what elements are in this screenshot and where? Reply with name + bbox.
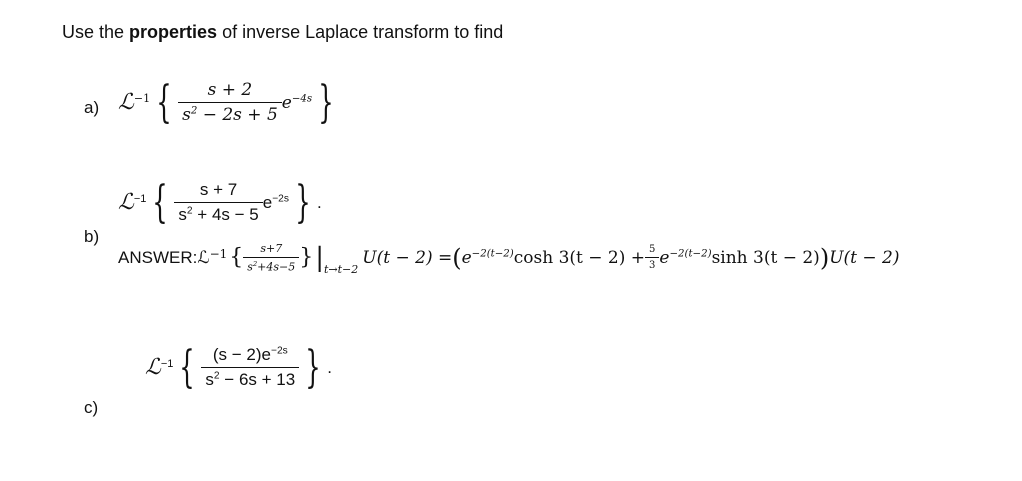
numerator: s + 2 <box>207 80 253 100</box>
laplace-symbol: ℒ <box>197 247 210 268</box>
left-brace: { <box>156 76 172 128</box>
end-period: . <box>327 357 332 377</box>
answer-line <box>118 242 900 277</box>
right-brace: } <box>299 245 314 271</box>
sinh-term: sinh 3(t − 2) <box>711 247 820 268</box>
eval-subscript: t→t−2 <box>324 263 359 277</box>
instruction-text <box>62 22 503 43</box>
denominator: $s^2 - 2s + 5$ <box>178 102 282 125</box>
instruction-before: Use the <box>62 22 130 42</box>
cosh-term: cosh 3(t − 2) + <box>513 247 646 268</box>
eval-bar: | <box>315 242 324 273</box>
problem-c-expression <box>145 341 332 393</box>
exponential: $e^{-2s}$ <box>262 192 289 212</box>
instruction-after: of inverse Laplace transform to find <box>217 22 504 42</box>
right-brace: } <box>295 176 311 228</box>
denominator: $s^2+4s-5$ <box>243 257 299 274</box>
problem-a-label: a) <box>84 98 100 117</box>
denominator: $s^2 + 4s - 5$ <box>174 202 262 225</box>
exp-term-2: $e^{-2(t-2)}$ <box>659 247 712 268</box>
inverse-superscript: −1 <box>133 92 151 105</box>
left-brace: { <box>229 245 244 271</box>
fraction <box>243 242 299 274</box>
unit-step-rhs: U(t − 2) <box>829 247 900 268</box>
numerator: $(s - 2)e^{-2s}$ <box>212 345 288 364</box>
inverse-superscript: −1 <box>160 357 174 370</box>
coefficient-fraction: $\frac{5}{3}$ <box>645 244 659 271</box>
problem-b-expression <box>118 176 322 228</box>
denominator: $s^2 - 6s + 13$ <box>201 367 299 390</box>
inverse-superscript: −1 <box>209 246 228 261</box>
left-brace: { <box>152 176 169 228</box>
unit-step-lhs: U(t − 2) = <box>362 247 453 268</box>
inverse-superscript: −1 <box>133 192 147 205</box>
problem-c-label: c) <box>84 398 99 417</box>
numerator: s + 7 <box>199 180 238 199</box>
problem-a-expression <box>118 76 340 128</box>
fraction <box>201 345 299 390</box>
numerator: s+7 <box>260 242 283 255</box>
exp-term-1: $e^{-2(t-2)}$ <box>461 247 514 268</box>
laplace-symbol: ℒ <box>118 90 134 115</box>
problem-b-label: b) <box>84 227 100 246</box>
exponential: $e^{-4s}$ <box>281 92 313 113</box>
answer-prefix: ANSWER: <box>118 247 198 267</box>
left-brace: { <box>179 341 196 393</box>
left-paren: ( <box>452 243 462 272</box>
right-paren: ) <box>819 243 830 272</box>
right-brace: } <box>318 76 334 128</box>
laplace-symbol: ℒ <box>145 355 161 380</box>
right-brace: } <box>305 341 321 393</box>
laplace-symbol: ℒ <box>118 190 134 215</box>
fraction <box>178 80 282 125</box>
end-period: . <box>316 192 322 212</box>
instruction-bold: properties <box>129 22 218 42</box>
fraction <box>174 180 262 225</box>
